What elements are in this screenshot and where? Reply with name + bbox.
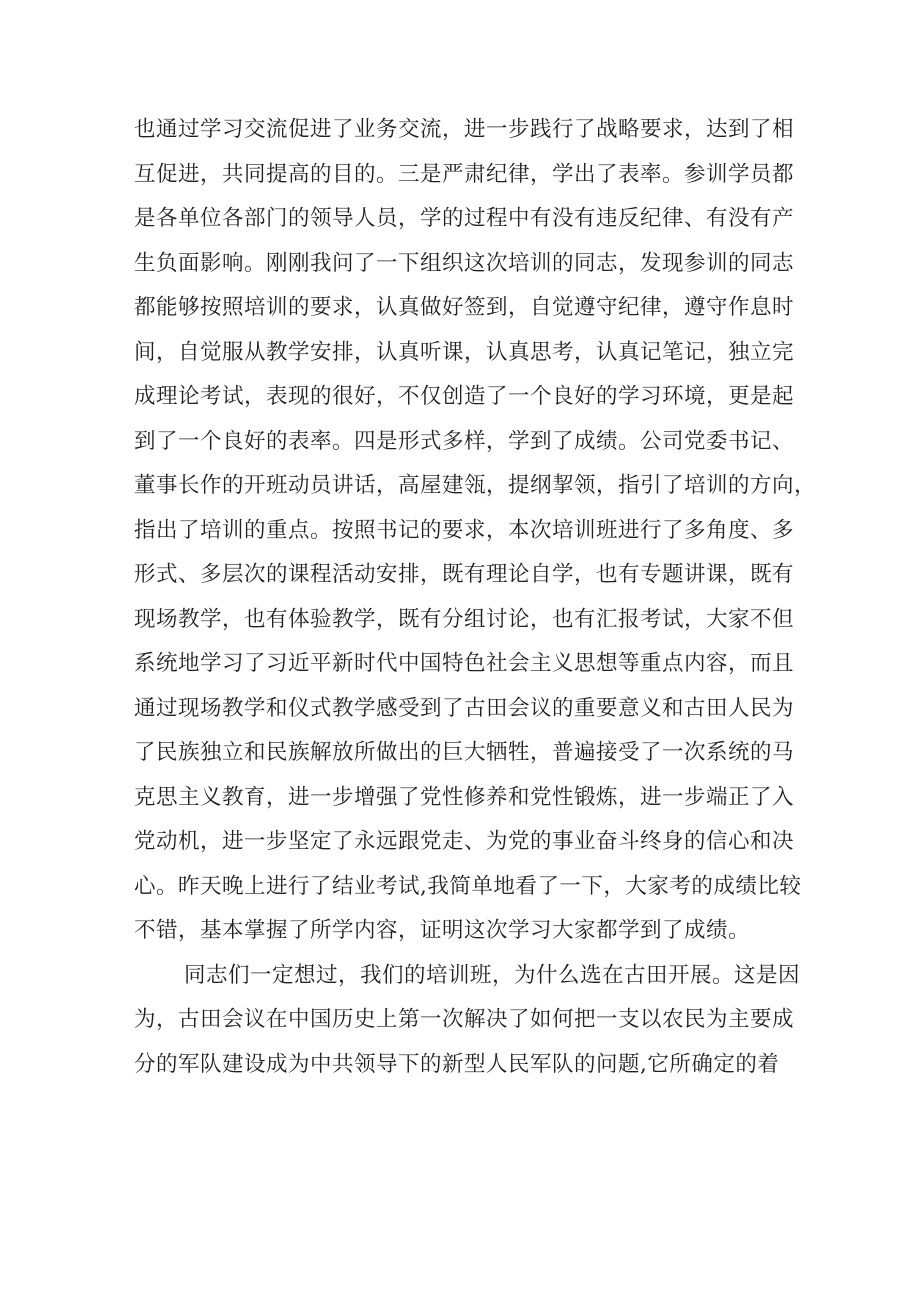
text-line: 也通过学习交流促进了业务交流，进一步践行了战略要求，达到了相 xyxy=(134,117,795,142)
text-line: 形式、多层次的课程活动安排，既有理论自学，也有专题讲课，既有 xyxy=(134,562,795,587)
text-line: 间，自觉服从教学安排，认真听课，认真思考，认真记笔记，独立完 xyxy=(134,339,795,365)
text-line: 董事长作的开班动员讲话，高屋建瓴，提纲挈领，指引了培训的方向， xyxy=(134,473,817,498)
text-line: 到了一个良好的表率。四是形式多样，学到了成绩。公司党委书记、 xyxy=(134,428,795,454)
text-line: 现场教学，也有体验教学，既有分组讨论，也有汇报考试，大家不但 xyxy=(134,606,795,632)
text-line: 系统地学习了习近平新时代中国特色社会主义思想等重点内容，而且 xyxy=(134,651,795,676)
text-line: 不错，基本掌握了所学内容，证明这次学习大家都学到了成绩。 xyxy=(134,918,751,943)
text-line: 是各单位各部门的领导人员，学的过程中有没有违反纪律、有没有产 xyxy=(134,206,795,231)
text-line: 分的军队建设成为中共领导下的新型人民军队的问题,它所确定的着 xyxy=(134,1051,780,1077)
text-line: 都能够按照培训的要求，认真做好签到，自觉遵守纪律，遵守作息时 xyxy=(134,295,795,320)
text-line: 党动机，进一步坚定了永远跟党走、为党的事业奋斗终身的信心和决 xyxy=(134,829,795,854)
text-line: 通过现场教学和仪式教学感受到了古田会议的重要意义和古田人民为 xyxy=(134,695,795,721)
document-body xyxy=(134,108,817,1087)
text-line: 为，古田会议在中国历史上第一次解决了如何把一支以农民为主要成 xyxy=(134,1007,795,1032)
text-line: 互促进，共同提高的目的。三是严肃纪律，学出了表率。参训学员都 xyxy=(134,161,795,187)
text-line: 心。昨天晚上进行了结业考试,我简单地看了一下，大家考的成绩比较 xyxy=(134,873,802,899)
text-line: 成理论考试，表现的很好，不仅创造了一个良好的学习环境，更是起 xyxy=(134,384,795,409)
text-line: 克思主义教育，进一步增强了党性修养和党性锻炼，进一步端正了入 xyxy=(134,784,795,810)
text-line: 生负面影响。刚刚我问了一下组织这次培训的同志，发现参训的同志 xyxy=(134,250,795,276)
paragraph-first-line: 同志们一定想过，我们的培训班，为什么选在古田开展。这是因 xyxy=(184,962,801,988)
text-line: 了民族独立和民族解放所做出的巨大牺牲，普遍接受了一次系统的马 xyxy=(134,740,795,765)
text-line: 指出了培训的重点。按照书记的要求，本次培训班进行了多角度、多 xyxy=(134,517,795,543)
